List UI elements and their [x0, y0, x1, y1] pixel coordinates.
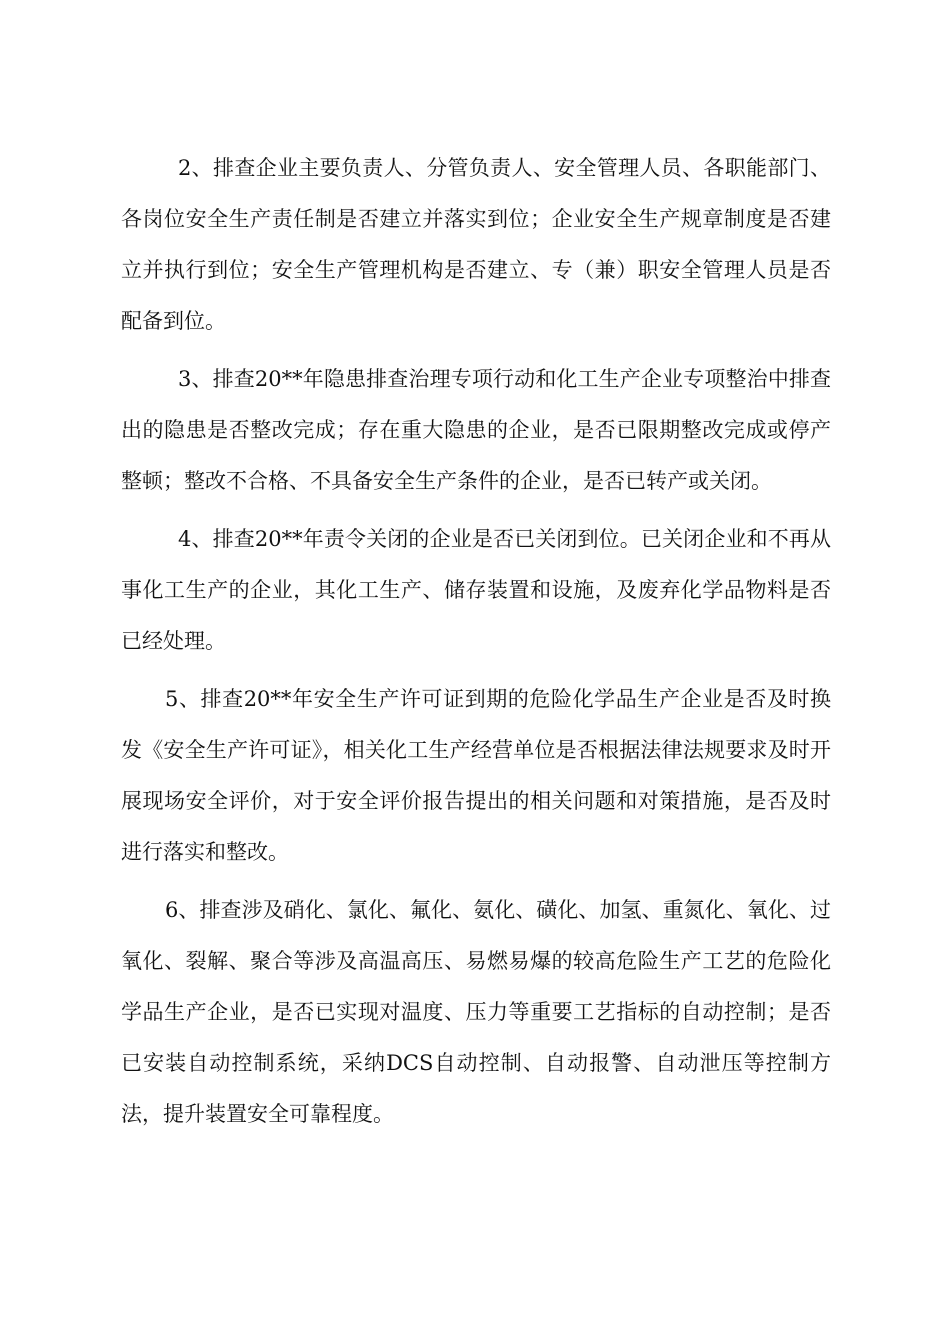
- paragraph-item-2: 2、排查企业主要负责人、分管负责人、安全管理人员、各职能部门、各岗位安全生产责任制是否建立并落实到位；企业安全生产规章制度是否建立并执行到位；安全生产管理机构是否建立、专（兼）职安全管理人员是否配备到位。: [121, 156, 831, 333]
- paragraph-item-6: 6、排查涉及硝化、氯化、氟化、氨化、磺化、加氢、重氮化、氧化、过氧化、裂解、聚合等涉及高温高压、易燃易爆的较高危险生产工艺的危险化学品生产企业，是否已实现对温度、压力等重要工艺指标的自动控制；是否已安装自动控制系统，采纳DCS自动控制、自动报警、自动泄压等控制方法，提升装置安全可靠程度。: [121, 898, 831, 1126]
- document-body: [121, 143, 831, 1147]
- paragraph-item-3: 3、排查20**年隐患排查治理专项行动和化工生产企业专项整治中排查出的隐患是否整改完成；存在重大隐患的企业，是否已限期整改完成或停产整顿；整改不合格、不具备安全生产条件的企业，是否已转产或关闭。: [121, 367, 831, 493]
- paragraph-item-4: 4、排查20**年责令关闭的企业是否已关闭到位。已关闭企业和不再从事化工生产的企业，其化工生产、储存装置和设施，及废弃化学品物料是否已经处理。: [121, 527, 831, 653]
- paragraph-item-5: 5、排查20**年安全生产许可证到期的危险化学品生产企业是否及时换发《安全生产许可证》，相关化工生产经营单位是否根据法律法规要求及时开展现场安全评价，对于安全评价报告提出的相关问题和对策措施，是否及时进行落实和整改。: [121, 687, 831, 864]
